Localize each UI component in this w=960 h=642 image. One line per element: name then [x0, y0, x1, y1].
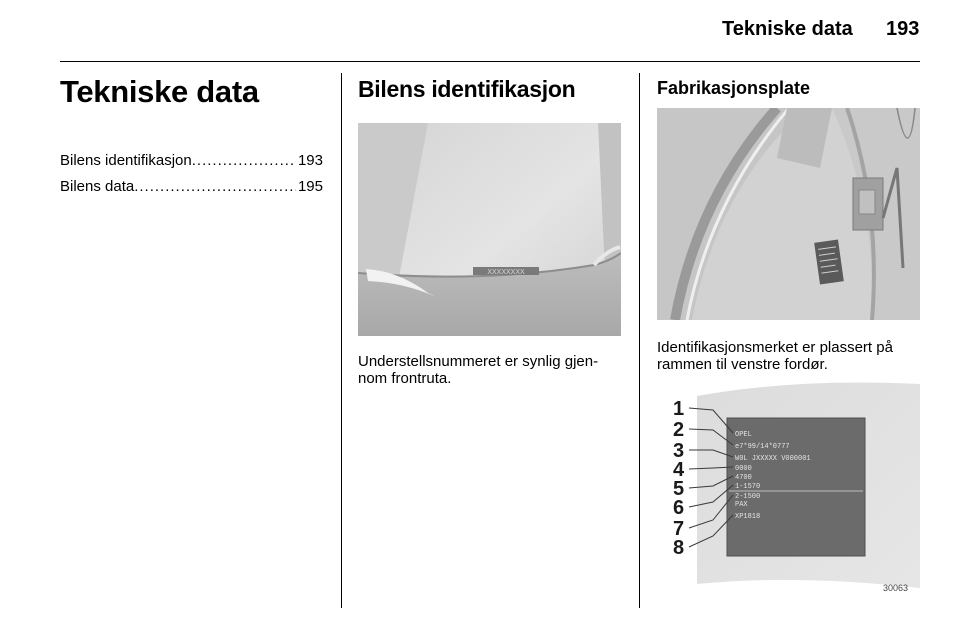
page-number: 193: [886, 18, 920, 40]
plate-line: 4700: [735, 474, 752, 482]
plate-callout-number: 6: [673, 497, 685, 519]
plate-callout-number: 3: [673, 440, 685, 462]
plate-line: XP1818: [735, 513, 761, 521]
text-line: Identifikasjonsmerket er plassert på: [657, 339, 893, 356]
toc-leader-dots: [192, 152, 296, 169]
toc-entry-page: 193: [297, 152, 323, 169]
running-header-title: Tekniske data: [722, 18, 853, 40]
windshield-badge-text: XXXXXXXX: [487, 269, 525, 276]
toc-entry[interactable]: [60, 152, 323, 169]
plate-callout-number: 2: [673, 419, 685, 441]
figure-number: 30063: [883, 583, 909, 593]
plate-callout-number: 4: [673, 459, 685, 481]
toc-entry-label: Bilens data: [60, 178, 135, 195]
plate-callout-number: 8: [673, 537, 685, 559]
plate-callout-number: 5: [673, 478, 685, 500]
door-frame-photo: [657, 108, 920, 320]
text-line: rammen til venstre fordør.: [657, 356, 828, 373]
plate-line: 1-1570: [735, 483, 761, 491]
plate-callout-number: 1: [673, 398, 685, 420]
plate-line: 0000: [735, 465, 752, 473]
column-divider-left: [341, 73, 342, 608]
toc-entry[interactable]: [60, 178, 323, 195]
plate-line: W0L JXXXXX V000001: [735, 455, 811, 463]
plate-line: OPEL: [735, 431, 752, 439]
toc-entry-label: Bilens identifikasjon: [60, 152, 192, 169]
windshield-caption: [358, 353, 598, 387]
plate-line: e7*99/14*0777: [735, 443, 790, 451]
plate-callout-number: 7: [673, 518, 685, 540]
subsection-title: Fabrikasjonsplate: [657, 78, 811, 98]
column-divider-right: [639, 73, 640, 608]
toc-entry-page: 195: [297, 178, 323, 195]
plate-line: 2-1500: [735, 493, 761, 501]
identification-plate-diagram: [657, 378, 920, 600]
windshield-photo: [358, 123, 621, 336]
header-divider: [60, 61, 920, 62]
chapter-title: Tekniske data: [60, 74, 259, 109]
section-title: Bilens identifikasjon: [358, 76, 576, 102]
caption-line: Understellsnummeret er synlig gjen-: [358, 353, 599, 370]
toc-leader-dots: [134, 178, 296, 195]
plate-line: PAX: [735, 501, 748, 509]
plate-location-text: [657, 339, 893, 373]
caption-line: nom frontruta.: [358, 370, 452, 387]
